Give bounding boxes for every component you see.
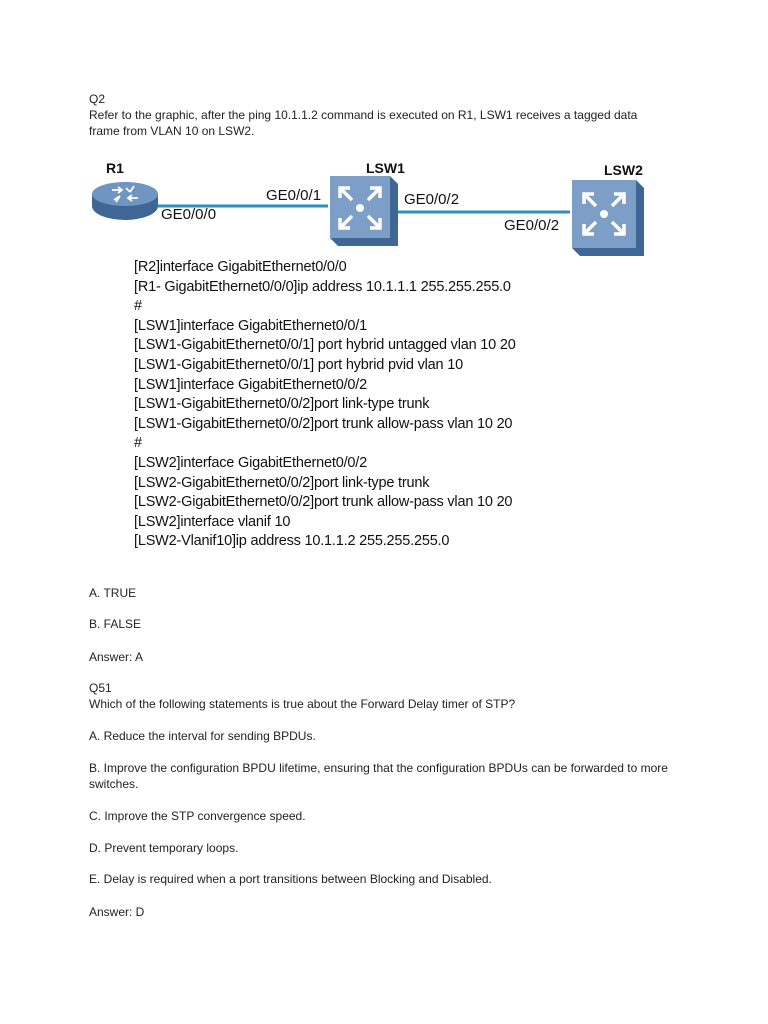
config-line: [LSW1-GigabitEthernet0/0/2]port link-type trunk bbox=[134, 396, 430, 413]
lsw2-switch-icon bbox=[566, 176, 646, 258]
config-line: [LSW2-Vlanif10]ip address 10.1.1.2 255.255.255.0 bbox=[134, 533, 450, 550]
config-line: [LSW2]interface GigabitEthernet0/0/2 bbox=[134, 454, 367, 471]
r1-label: R1 bbox=[106, 160, 124, 176]
config-line: [LSW1]interface GigabitEthernet0/0/1 bbox=[134, 317, 367, 334]
lsw1-port-right-label: GE0/0/2 bbox=[404, 191, 460, 208]
config-line: # bbox=[134, 435, 142, 452]
lsw1-switch-icon bbox=[324, 172, 400, 248]
q51-number: Q51 bbox=[89, 681, 112, 695]
config-line: [LSW1-GigabitEthernet0/0/2]port trunk allow-pass vlan 10 20 bbox=[134, 415, 513, 432]
config-line: [LSW2-GigabitEthernet0/0/2]port link-type trunk bbox=[134, 474, 430, 491]
q2-option-a: A. TRUE bbox=[89, 586, 137, 600]
q2-question-line2: frame from VLAN 10 on LSW2. bbox=[89, 124, 255, 138]
q2-number: Q2 bbox=[89, 92, 106, 106]
config-line: [LSW1-GigabitEthernet0/0/1] port hybrid untagged vlan 10 20 bbox=[134, 337, 516, 354]
lsw2-label: LSW2 bbox=[604, 162, 643, 178]
q2-question-line1: Refer to the graphic, after the ping 10.1.1.2 command is executed on R1, LSW1 receives a tagged data bbox=[89, 108, 638, 122]
q51-option-c: C. Improve the STP convergence speed. bbox=[89, 809, 306, 823]
config-line: [LSW2]interface vlanif 10 bbox=[134, 513, 291, 530]
q51-option-a: A. Reduce the interval for sending BPDUs. bbox=[89, 729, 316, 743]
lsw1-port-left-label: GE0/0/1 bbox=[266, 187, 322, 204]
q2-option-b: B. FALSE bbox=[89, 617, 142, 631]
config-line: [R1- GigabitEthernet0/0/0]ip address 10.1.1.1 255.255.255.0 bbox=[134, 278, 511, 295]
q51-question: Which of the following statements is true about the Forward Delay timer of STP? bbox=[89, 697, 516, 711]
r1-port-label: GE0/0/0 bbox=[161, 206, 217, 223]
config-block bbox=[134, 258, 594, 552]
lsw2-port-label: GE0/0/2 bbox=[504, 217, 560, 234]
lsw1-label: LSW1 bbox=[366, 160, 405, 176]
config-line: [LSW2-GigabitEthernet0/0/2]port trunk allow-pass vlan 10 20 bbox=[134, 494, 513, 511]
config-line: [LSW1]interface GigabitEthernet0/0/2 bbox=[134, 376, 367, 393]
q51-answer: Answer: D bbox=[89, 905, 145, 919]
q51-option-e: E. Delay is required when a port transitions between Blocking and Disabled. bbox=[89, 872, 492, 886]
config-line: [R2]interface GigabitEthernet0/0/0 bbox=[134, 259, 347, 275]
q51-option-d: D. Prevent temporary loops. bbox=[89, 841, 239, 855]
router-icon bbox=[90, 182, 160, 222]
config-line: # bbox=[134, 298, 142, 315]
config-line: [LSW1-GigabitEthernet0/0/1] port hybrid pvid vlan 10 bbox=[134, 356, 463, 373]
q51-option-b: B. Improve the configuration BPDU lifetime, ensuring that the configuration BPDUs can be forwarded to more switches. bbox=[89, 761, 668, 791]
q2-answer: Answer: A bbox=[89, 650, 144, 664]
